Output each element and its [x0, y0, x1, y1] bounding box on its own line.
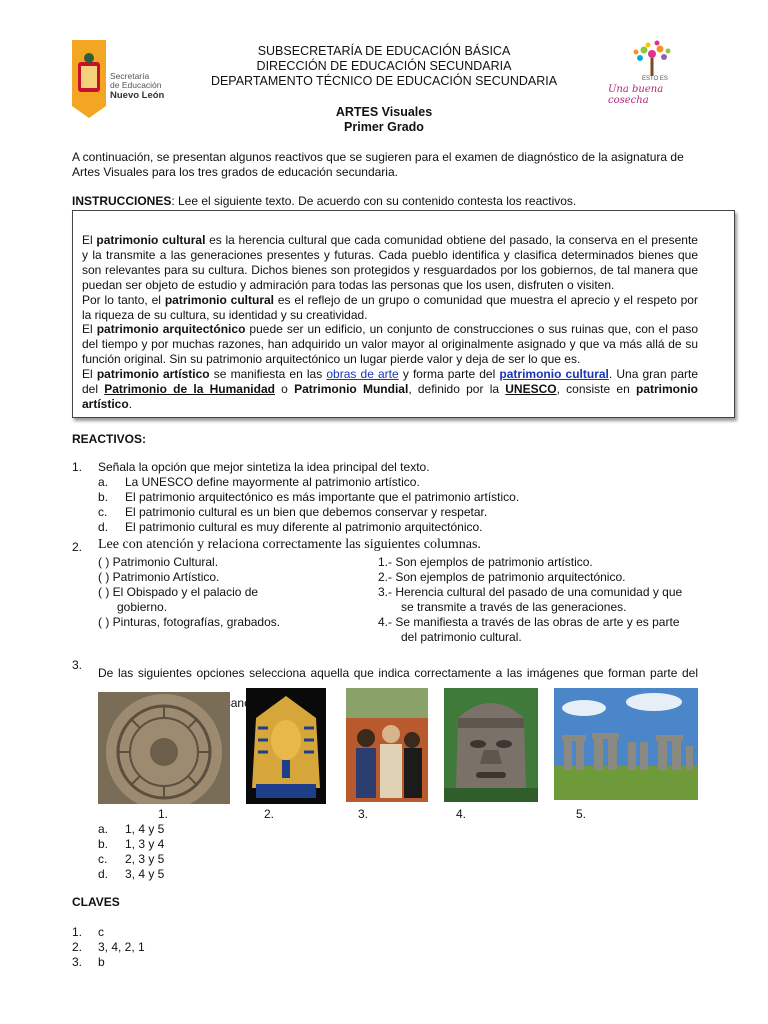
q3-option-a[interactable]: a. 1, 4 y 5 — [98, 822, 165, 836]
q1-stem: Señala la opción que mejor sintetiza la idea principal del texto. — [98, 460, 430, 474]
tutankhamun-mask-image — [246, 688, 326, 804]
clave-3: 3. b — [72, 955, 105, 969]
reactivos-label: REACTIVOS: — [72, 432, 147, 446]
claves-label: CLAVES — [72, 895, 120, 909]
q1-option-c[interactable]: c. El patrimonio cultural es un bien que debemos conservar y respetar. — [98, 505, 488, 519]
q1-option-d[interactable]: d. El patrimonio cultural es muy diferente al patrimonio arquitectónico. — [98, 520, 483, 534]
q2-right-4b: del patrimonio cultural. — [401, 630, 522, 644]
q2-right-4: 4.- Se manifiesta a través de las obras de arte y es parte — [378, 615, 680, 629]
image-label-1: 1. — [158, 807, 169, 821]
q2-right-3: 3.- Herencia cultural del pasado de una comunidad y que — [378, 585, 683, 599]
patrimonio-humanidad-link[interactable]: Patrimonio de la Humanidad — [104, 382, 275, 396]
q3-option-b[interactable]: b. 1, 3 y 4 — [98, 837, 165, 851]
logo-tagline: Una buena cosecha — [608, 84, 664, 106]
header-line-2: DIRECCIÓN DE EDUCACIÓN SECUNDARIA — [256, 59, 512, 73]
reading-paragraph-2: Por lo tanto, el patrimonio cultural es el reflejo de un grupo o comunidad que muestra el aprecio y el respeto por la riqueza de su cultura, su identidad y su creatividad. — [82, 293, 698, 322]
obras-de-arte-link[interactable]: obras de arte — [326, 367, 399, 381]
q2-left-3b: gobierno. — [117, 600, 168, 614]
subject-title: ARTES Visuales — [335, 105, 433, 119]
header-line-3: DEPARTAMENTO TÉCNICO DE EDUCACIÓN SECUNDARIA — [210, 74, 558, 88]
q2-left-4: ( ) Pinturas, fotografías, grabados. — [98, 615, 281, 629]
image-label-5: 5. — [576, 807, 587, 821]
q2-left-1: ( ) Patrimonio Cultural. — [98, 555, 219, 569]
header-line-1: SUBSECRETARÍA DE EDUCACIÓN BÁSICA — [257, 44, 511, 58]
olmec-head-image — [444, 688, 538, 802]
q2-right-2: 2.- Son ejemplos de patrimonio arquitectónico. — [378, 570, 626, 584]
diego-rivera-mural-image — [346, 688, 428, 802]
patrimonio-cultural-link[interactable]: patrimonio cultural — [499, 367, 609, 381]
q2-left-3: ( ) El Obispado y el palacio de — [98, 585, 259, 599]
q3-number: 3. — [72, 658, 83, 672]
logo-small-text: ESTO ES — [642, 76, 668, 82]
instructions-text: : Lee el siguiente texto. De acuerdo con su contenido contesta los reactivos. — [171, 194, 577, 208]
grade-title: Primer Grado — [344, 120, 424, 134]
q2-stem: Lee con atención y relaciona correctamente las siguientes columnas. — [98, 537, 481, 552]
logo-text-2: de Educación — [110, 80, 162, 90]
q3-stem: De las siguientes opciones selecciona aquella que indica correctamente a las imágenes que forman parte del — [98, 666, 698, 680]
image-label-3: 3. — [358, 807, 369, 821]
instructions — [72, 194, 698, 209]
logo-text-3: Nuevo León — [110, 90, 165, 101]
q3-option-c[interactable]: c. 2, 3 y 5 — [98, 852, 165, 866]
clave-1: 1. c — [72, 925, 104, 939]
q1-option-a[interactable]: a. La UNESCO define mayormente al patrimonio artístico. — [98, 475, 420, 489]
q2-right-1: 1.- Son ejemplos de patrimonio artístico. — [378, 555, 593, 569]
reading-paragraph-4: El patrimonio artístico se manifiesta en las obras de arte y forma parte del patrimonio cultural. Una gran parte del Patrimonio de la Humanidad o Patrimonio Mundial, definido por la UNESCO, consiste en patrimonio artístico. — [82, 367, 699, 411]
unesco-link[interactable]: UNESCO — [505, 382, 557, 396]
q1-option-b[interactable]: b. El patrimonio arquitectónico es más importante que el patrimonio artístico. — [98, 490, 520, 504]
clave-2: 2. 3, 4, 2, 1 — [72, 940, 145, 954]
q2-number: 2. — [72, 540, 83, 554]
q2-left-2: ( ) Patrimonio Artístico. — [98, 570, 220, 584]
q3-option-d[interactable]: d. 3, 4 y 5 — [98, 867, 165, 881]
logo-text-1: Secretaría — [110, 71, 150, 81]
q1-number: 1. — [72, 460, 83, 474]
image-label-4: 4. — [456, 807, 467, 821]
reading-paragraph-3: El patrimonio arquitectónico puede ser un edificio, un conjunto de construcciones o sus ruinas que, con el paso del tiempo y por muchas razones, han adquirido un valor mayor al originalmente asignado y que va más allá de su función original. Sin su patrimonio arquitectónico un lugar pierde valor y deja de ser lo que es. — [82, 322, 698, 366]
instructions-label: INSTRUCCIONES — [72, 194, 172, 208]
q2-right-3b: se transmite a través de las generaciones. — [401, 600, 627, 614]
reading-paragraph-1: El patrimonio cultural es la herencia cultural que cada comunidad obtiene del pasado, la conserva en el presente y la transmite a las generaciones presentes y futuras. Cada pueblo identifica y clasifica determinados bienes que son relevantes para su cultura. Dichos bienes son protegidos y resguardados por los gobiernos, de tal manera que puedan ser objeto de estudio y admiración para todas las personas que los usen, disfruten o visiten. — [82, 233, 698, 292]
intro-paragraph: A continuación, se presentan algunos reactivos que se sugieren para el examen de diagnóstico de la asignatura de Artes Visuales para los tres grados de educación secundaria. — [72, 150, 684, 179]
aztec-calendar-image — [98, 692, 230, 804]
stonehenge-image — [554, 688, 698, 800]
image-label-2: 2. — [264, 807, 275, 821]
